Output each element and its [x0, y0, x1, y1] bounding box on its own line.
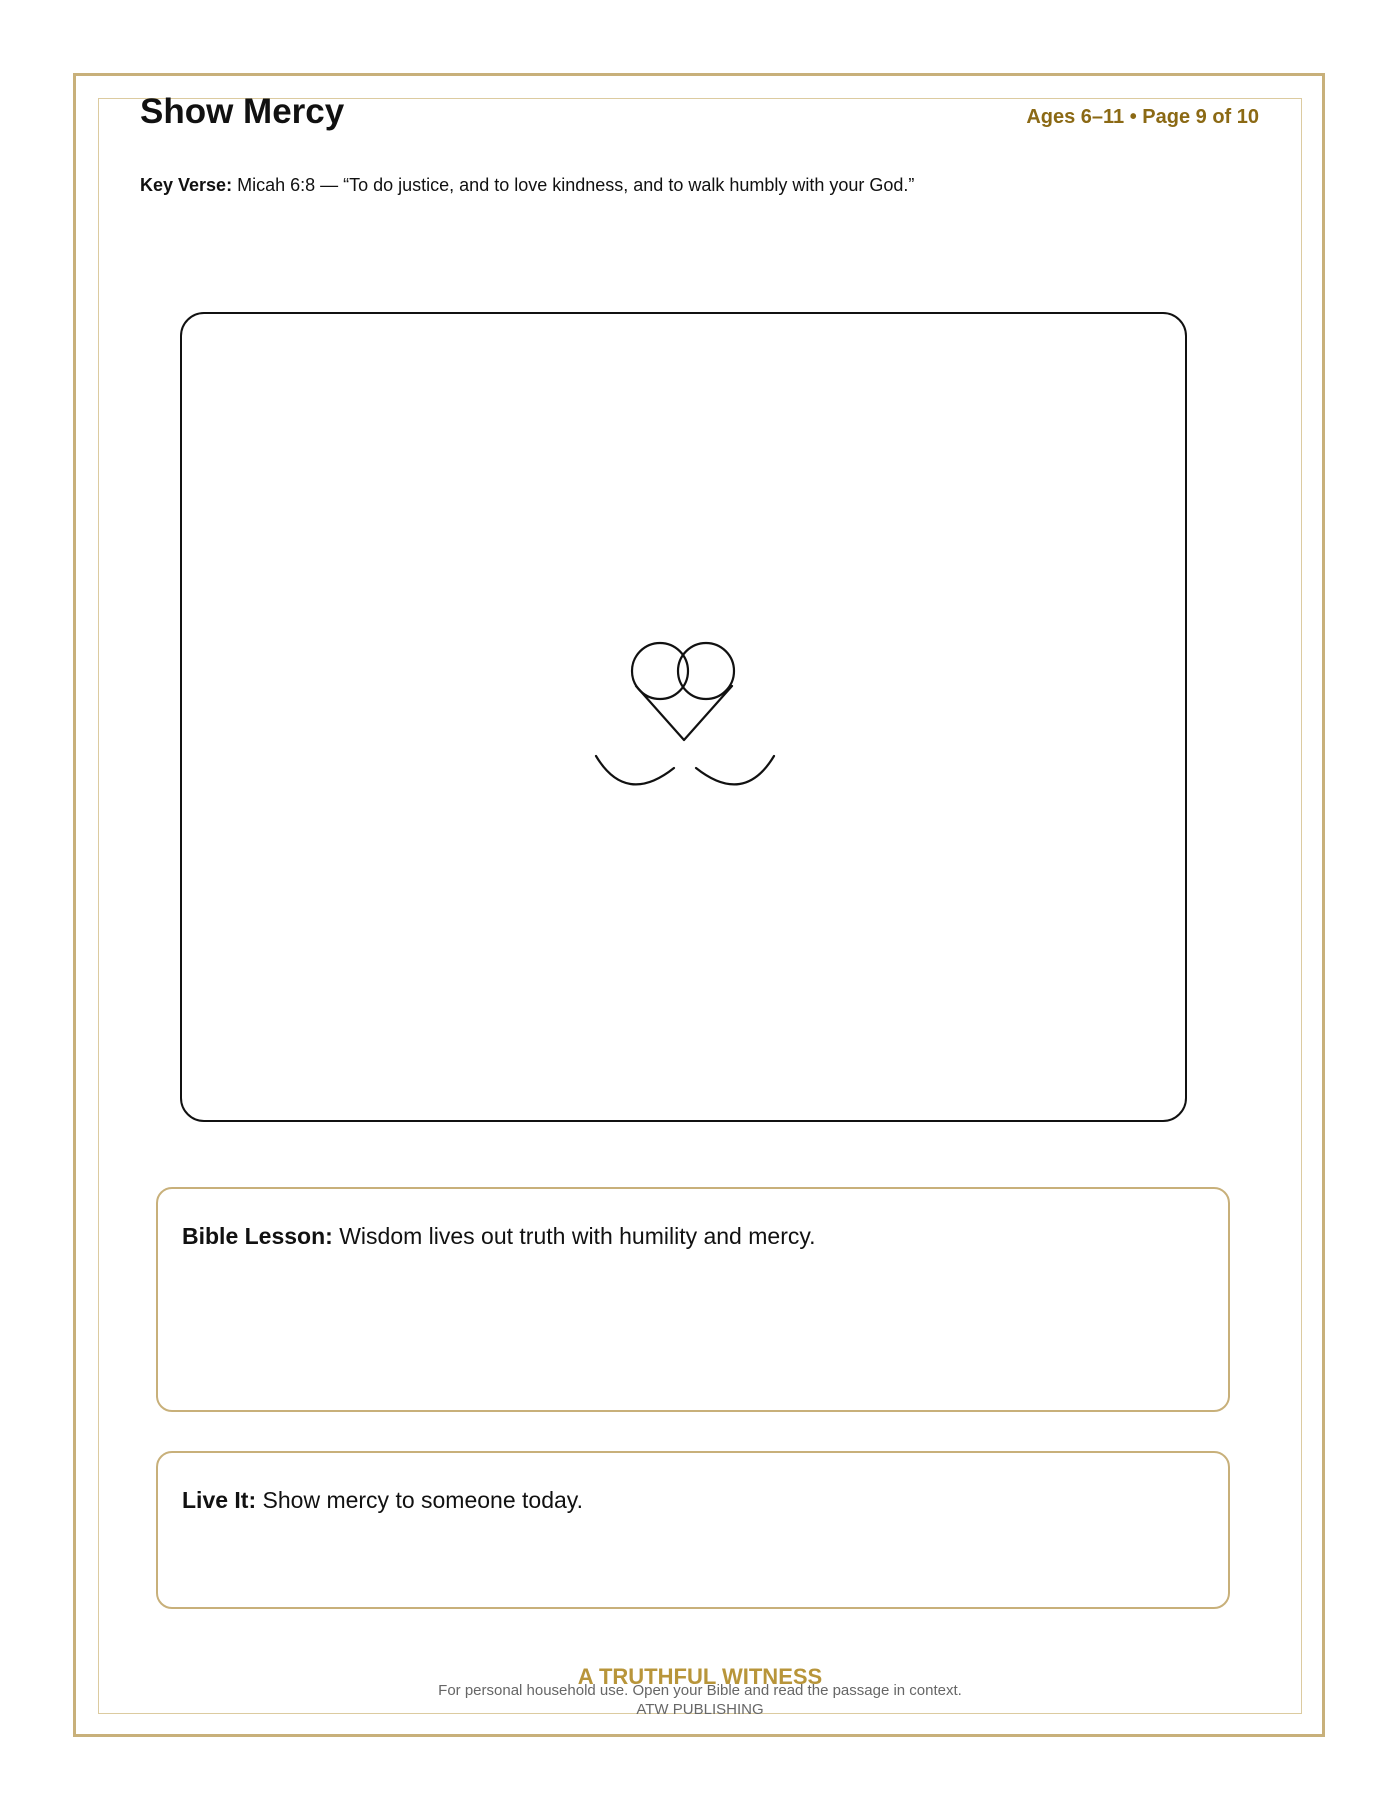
bible-lesson-box: [156, 1187, 1230, 1412]
live-it-box: [156, 1451, 1230, 1609]
key-verse-text: Micah 6:8 — “To do justice, and to love kindness, and to walk humbly with your God.”: [232, 175, 915, 195]
footer-brand: A TRUTHFUL WITNESS: [577, 1664, 823, 1689]
footer-note: For personal household use. Open your Bible and read the passage in context.: [438, 1682, 962, 1699]
live-it-label: Live It:: [182, 1487, 257, 1513]
age-page-indicator: Ages 6–11 • Page 9 of 10: [1026, 106, 1259, 128]
page-title: Show Mercy: [140, 92, 345, 131]
bible-lesson-text: Wisdom lives out truth with humility and mercy.: [332, 1223, 816, 1249]
key-verse: [140, 172, 914, 198]
live-it-text: Show mercy to someone today.: [256, 1487, 583, 1513]
coloring-drawing-area: [180, 312, 1187, 1122]
key-verse-label: Key Verse:: [140, 175, 233, 195]
footer-publisher: ATW PUBLISHING: [636, 1701, 764, 1718]
bible-lesson-label: Bible Lesson:: [182, 1223, 333, 1249]
